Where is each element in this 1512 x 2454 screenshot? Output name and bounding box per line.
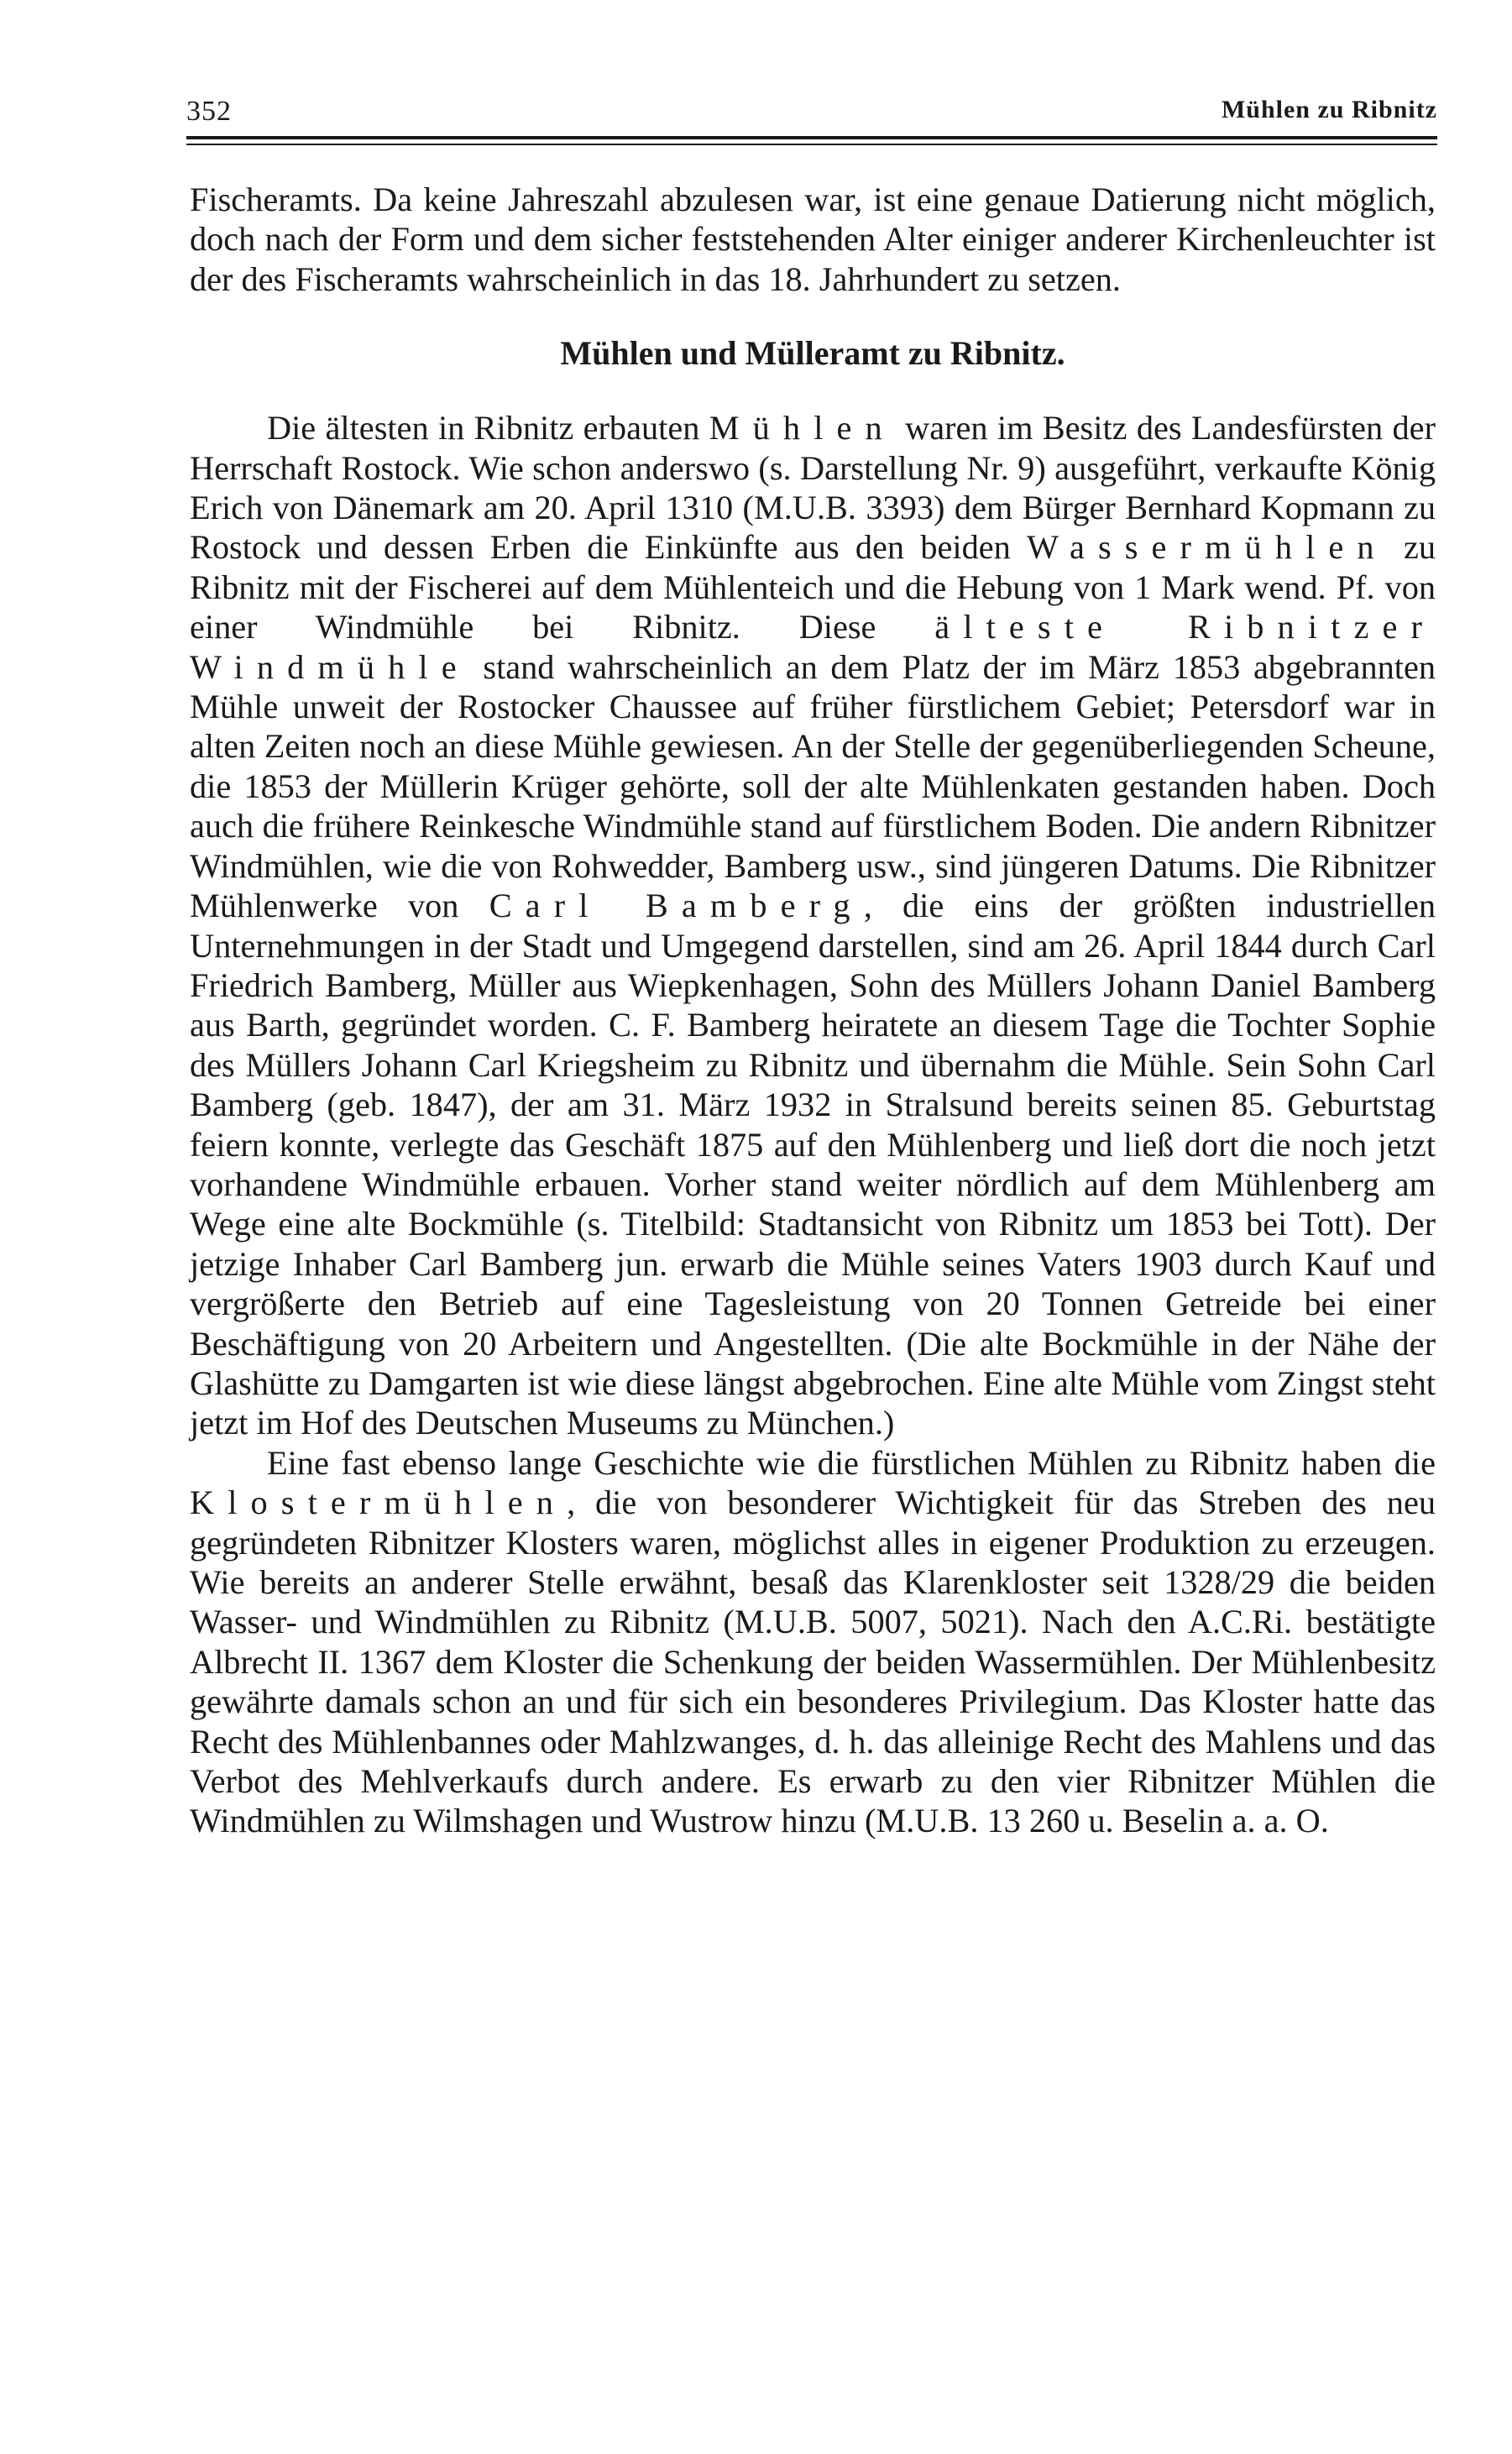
body-text (190, 180, 1436, 1841)
page-number: 352 (186, 96, 232, 127)
p1-text-3: zu Ribnitz mit der Fischerei auf dem Mühlenteich und die Hebung von 1 Mark wend. Pf. von einer Windmühle bei Ribnitz. Diese (190, 528, 1436, 646)
p1-text-5: , die eins der größten industriellen Unternehmungen in der Stadt und Umgegend darstellen, sind am 26. April 1844 durch Carl Friedrich Bamberg, Müller aus Wiepkenhagen, Sohn des Müllers Johann Daniel Bamberg aus Barth, gegründet worden. C. F. Bamberg heiratete an diesem Tage die Tochter Sophie des Müllers Johann Carl Kriegsheim zu Ribnitz und übernahm die Mühle. Sein Sohn Carl Bamberg (geb. 1847), der am 31. März 1932 in Stralsund bereits seinen 85. Geburtstag feiern konnte, verlegte das Geschäft 1875 auf den Mühlenberg und ließ dort die noch jetzt vorhandene Windmühle erbauen. Vorher stand weiter nördlich auf dem Mühlenberg am Wege eine alte Bockmühle (s. Titelbild: Stadtansicht von Ribnitz um 1853 bei Tott). Der jetzige Inhaber Carl Bamberg jun. erwarb die Mühle seines Vaters 1903 durch Kauf und vergrößerte den Betrieb auf eine Tagesleistung von 20 Tonnen Getreide bei einer Beschäftigung von 20 Arbeitern und Angestellten. (Die alte Bockmühle in der Nähe der Glashütte zu Damgarten ist wie diese längst abgebrochen. Eine alte Mühle vom Zingst steht jetzt im Hof des Deutschen Museums zu München.) (190, 887, 1436, 1442)
section-title: Mühlen und Mülleramt zu Ribnitz. (560, 334, 1065, 373)
p1-spaced-3: älteste Ribnitzer Windmühle (190, 608, 1436, 686)
header-rule-thick (186, 136, 1437, 139)
paragraph-intro: Fischeramts. Da keine Jahreszahl abzulesen war, ist eine genaue Datierung nicht möglich, doch nach der Form und dem sicher feststehenden Alter einiger anderer Kirchenleuchter ist der des Fischeramts wahrscheinlich in das 18. Jahrhundert zu setzen. (190, 181, 1436, 298)
p1-spaced-2: Wassermühlen (1027, 528, 1388, 567)
page-header (186, 92, 1437, 143)
paragraph-1 (190, 408, 1436, 1443)
p2-spaced-1: Klostermühlen (190, 1483, 568, 1522)
p2-text-1: Eine fast ebenso lange Geschichte wie die fürstlichen Mühlen zu Ribnitz haben die (267, 1443, 1436, 1482)
p2-text-2: , die von besonderer Wichtigkeit für das Streben des neu gegründeten Ribnitzer Klosters waren, möglichst alles in eigener Produktion zu erzeugen. Wie bereits an anderer Stelle erwähnt, besaß das Klarenkloster seit 1328/29 die beiden Wasser- und Windmühlen zu Ribnitz (M.U.B. 5007, 5021). Nach den A.C.Ri. bestätigte Albrecht II. 1367 dem Kloster die Schenkung der beiden Wassermühlen. Der Mühlenbesitz gewährte damals schon an und für sich ein besonderes Privilegium. Das Kloster hatte das Recht des Mühlenbannes oder Mahlzwanges, d. h. das alleinige Recht des Mahlens und das Verbot des Mehlverkaufs durch andere. Es erwarb zu den vier Ribnitzer Mühlen die Windmühlen zu Wilmshagen und Wustrow hinzu (M.U.B. 13 260 u. Beselin a. a. O. (190, 1483, 1436, 1840)
running-head: Mühlen zu Ribnitz (1221, 96, 1437, 123)
paragraph-2 (190, 1443, 1436, 1841)
p1-text-2: waren im Besitz des Landesfürsten der Herrschaft Rostock. Wie schon anderswo (s. Darstellung Nr. 9) ausgeführt, verkaufte König Erich von Dänemark am 20. April 1310 (M.U.B. 3393) dem Bürger Bernhard Kopmann zu Rostock und dessen Erben die Einkünfte aus den beiden (190, 409, 1436, 567)
header-rule-thin (186, 144, 1437, 145)
p1-text-1: Die ältesten in Ribnitz erbauten (267, 409, 709, 447)
p1-spaced-4: Carl Bamberg (489, 887, 864, 925)
p1-spaced-1: Mühlen (709, 409, 896, 447)
p1-text-4: stand wahrscheinlich an dem Platz der im März 1853 abgebrannten Mühle unweit der Rostocker Chaussee auf früher fürstlichem Gebiet; Petersdorf war in alten Zeiten noch an diese Mühle gewiesen. An der Stelle der gegenüberliegenden Scheune, die 1853 der Müllerin Krüger gehörte, soll der alte Mühlenkaten gestanden haben. Doch auch die frühere Reinkesche Windmühle stand auf fürstlichem Boden. Die andern Ribnitzer Windmühlen, wie die von Rohwedder, Bamberg usw., sind jüngeren Datums. Die Ribnitzer Mühlenwerke von (190, 647, 1436, 925)
